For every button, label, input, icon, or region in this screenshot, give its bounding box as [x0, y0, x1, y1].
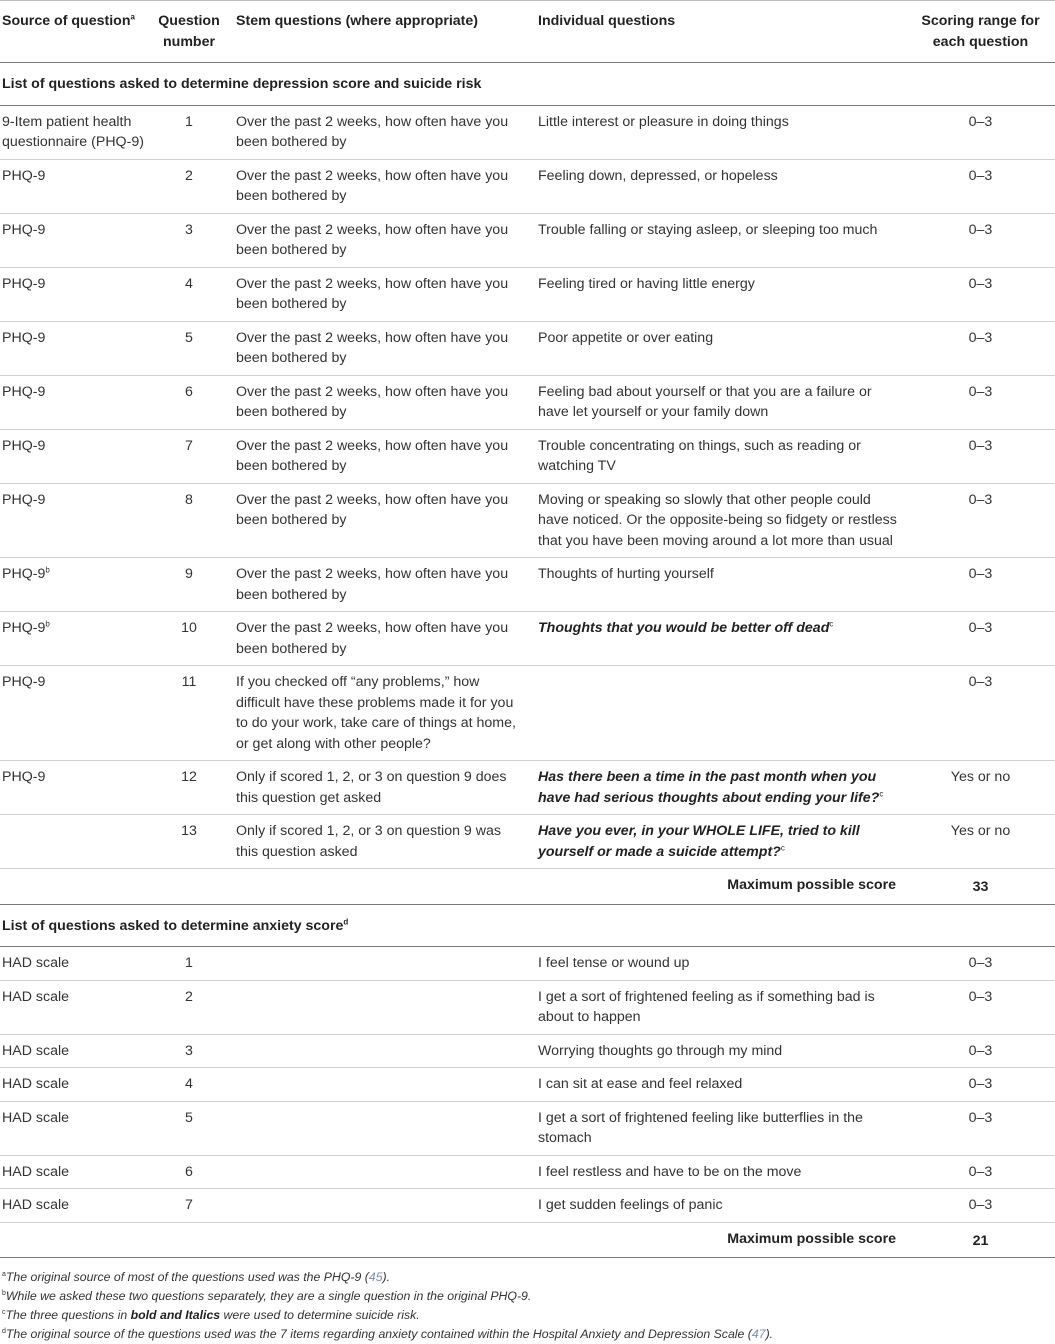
cell-stem: Over the past 2 weeks, how often have you been bothered by — [228, 483, 530, 558]
cell-number: 2 — [154, 159, 228, 213]
header-stem: Stem questions (where appropriate) — [228, 1, 530, 63]
cell-stem: Over the past 2 weeks, how often have you been bothered by — [228, 321, 530, 375]
cell-source — [0, 483, 154, 558]
table-row — [0, 1189, 1055, 1223]
cell-number: 4 — [154, 1068, 228, 1102]
cell-number: 9 — [154, 558, 228, 612]
section-depression — [0, 63, 1055, 106]
section-anxiety-title-cell — [0, 904, 1055, 947]
cell-question — [530, 483, 910, 558]
section-anxiety-footnote-mark: d — [343, 916, 349, 926]
section-depression-title: List of questions asked to determine depression score and suicide risk — [0, 63, 1055, 106]
footnote-text: were used to determine suicide risk. — [220, 1308, 420, 1322]
cell-stem: Only if scored 1, 2, or 3 on question 9 does this question get asked — [228, 761, 530, 815]
cell-number: 8 — [154, 483, 228, 558]
cell-source — [0, 267, 154, 321]
cell-question — [530, 429, 910, 483]
cell-number: 5 — [154, 321, 228, 375]
cell-question — [530, 267, 910, 321]
cell-scoring: 0–3 — [910, 1068, 1055, 1102]
source-text: PHQ-9 — [2, 329, 46, 346]
table-body — [0, 63, 1055, 1258]
cell-number: 6 — [154, 1155, 228, 1189]
cell-stem: If you checked off “any problems,” how difficult have these problems made it for you to do your work, take care of things at home, or get along with other people? — [228, 666, 530, 761]
cell-stem — [228, 947, 530, 981]
cell-stem — [228, 1101, 530, 1155]
table-row — [0, 483, 1055, 558]
cell-stem — [228, 1155, 530, 1189]
cell-source: HAD scale — [0, 1189, 154, 1223]
cell-source — [0, 666, 154, 761]
suicide-risk-question-text: Have you ever, in your WHOLE LIFE, tried to kill yourself or made a suicide attempt? — [538, 823, 860, 860]
cell-question — [530, 213, 910, 267]
cell-number: 5 — [154, 1101, 228, 1155]
anxiety-total-row — [0, 1222, 1055, 1258]
depression-total-value: 33 — [910, 869, 1055, 905]
cell-number: 7 — [154, 429, 228, 483]
source-text: PHQ-9 — [2, 674, 46, 690]
cell-source: HAD scale — [0, 1068, 154, 1102]
footnote-b — [0, 1287, 1055, 1306]
cell-source — [0, 321, 154, 375]
footnote-text: The three questions in — [5, 1308, 131, 1322]
cell-scoring: 0–3 — [910, 1034, 1055, 1068]
cell-scoring: 0–3 — [910, 666, 1055, 761]
cell-question — [530, 612, 910, 666]
cell-number: 3 — [154, 213, 228, 267]
cell-question — [530, 375, 910, 429]
cell-number: 1 — [154, 105, 228, 159]
table-row — [0, 213, 1055, 267]
footnote-text: While we asked these two questions separately, they are a single question in the original PHQ-9. — [5, 1289, 532, 1303]
header-individual: Individual questions — [530, 1, 910, 63]
cell-question: Worrying thoughts go through my mind — [530, 1034, 910, 1068]
cell-question — [530, 321, 910, 375]
source-footnote-mark: b — [45, 619, 50, 629]
cell-stem — [228, 980, 530, 1034]
cell-question: I feel restless and have to be on the move — [530, 1155, 910, 1189]
table-row — [0, 980, 1055, 1034]
cell-stem: Over the past 2 weeks, how often have you been bothered by — [228, 105, 530, 159]
table-row — [0, 558, 1055, 612]
cell-stem: Over the past 2 weeks, how often have you been bothered by — [228, 213, 530, 267]
question-text: Little interest or pleasure in doing things — [538, 113, 789, 130]
cell-scoring: 0–3 — [910, 612, 1055, 666]
cell-stem: Only if scored 1, 2, or 3 on question 9 was this question asked — [228, 815, 530, 869]
source-text: 9-Item patient health questionnaire (PHQ-9) — [2, 113, 144, 150]
cell-number: 3 — [154, 1034, 228, 1068]
cell-stem: Over the past 2 weeks, how often have you been bothered by — [228, 159, 530, 213]
footnote-text: ). — [765, 1327, 774, 1341]
cell-source — [0, 815, 154, 869]
cell-scoring: 0–3 — [910, 558, 1055, 612]
cell-stem: Over the past 2 weeks, how often have you been bothered by — [228, 429, 530, 483]
cell-scoring: 0–3 — [910, 1155, 1055, 1189]
cell-scoring: 0–3 — [910, 1101, 1055, 1155]
cell-question — [530, 761, 910, 815]
cell-source: HAD scale — [0, 980, 154, 1034]
reference-number: 45 — [368, 1270, 383, 1284]
question-text: Feeling down, depressed, or hopeless — [538, 167, 778, 184]
cell-stem — [228, 1068, 530, 1102]
anxiety-total-value: 21 — [910, 1222, 1055, 1258]
cell-source — [0, 558, 154, 612]
question-text: Moving or speaking so slowly that other people could have noticed. Or the opposite-being so fidgety or restless that you have been moving around a lot more than usual — [538, 491, 897, 549]
source-text: PHQ-9 — [2, 275, 46, 292]
cell-scoring: 0–3 — [910, 159, 1055, 213]
table-row — [0, 429, 1055, 483]
table-row — [0, 666, 1055, 761]
cell-question — [530, 105, 910, 159]
question-text: Feeling tired or having little energy — [538, 275, 755, 292]
source-text: PHQ-9 — [2, 620, 46, 636]
footnote-mark: a — [2, 1270, 6, 1278]
cell-question: I feel tense or wound up — [530, 947, 910, 981]
cell-question: I get sudden feelings of panic — [530, 1189, 910, 1223]
footnote-text: bold and Italics — [130, 1308, 221, 1322]
footnote-mark: d — [2, 1327, 6, 1335]
section-anxiety-title: List of questions asked to determine anxiety score — [2, 917, 344, 934]
cell-number: 1 — [154, 947, 228, 981]
source-footnote-mark: b — [45, 565, 50, 575]
table-row — [0, 267, 1055, 321]
cell-scoring: 0–3 — [910, 1189, 1055, 1223]
cell-stem: Over the past 2 weeks, how often have you been bothered by — [228, 558, 530, 612]
cell-scoring: 0–3 — [910, 213, 1055, 267]
source-text: PHQ-9 — [2, 566, 46, 582]
question-text: Thoughts of hurting yourself — [538, 566, 714, 582]
cell-number: 10 — [154, 612, 228, 666]
cell-source — [0, 612, 154, 666]
cell-stem — [228, 1034, 530, 1068]
cell-question — [530, 666, 910, 761]
footnote-mark: c — [2, 1308, 6, 1316]
footnote-mark: b — [2, 1289, 6, 1297]
cell-number: 4 — [154, 267, 228, 321]
table-row — [0, 375, 1055, 429]
cell-source — [0, 761, 154, 815]
footnote-d — [0, 1325, 1055, 1344]
cell-number: 11 — [154, 666, 228, 761]
table-header — [0, 1, 1055, 63]
cell-scoring: 0–3 — [910, 375, 1055, 429]
footnote-a — [0, 1268, 1055, 1287]
depression-total-row — [0, 869, 1055, 905]
footnote-text: The original source of most of the questions used was the PHQ-9 ( — [5, 1270, 369, 1284]
question-text: Feeling bad about yourself or that you are a failure or have let yourself or your family down — [538, 383, 872, 420]
cell-source — [0, 375, 154, 429]
cell-stem: Over the past 2 weeks, how often have you been bothered by — [228, 375, 530, 429]
cell-source — [0, 159, 154, 213]
cell-question: I get a sort of frightened feeling as if something bad is about to happen — [530, 980, 910, 1034]
header-source-footnote-mark: a — [130, 12, 135, 22]
cell-number: 6 — [154, 375, 228, 429]
question-text: Poor appetite or over eating — [538, 329, 714, 346]
cell-number: 7 — [154, 1189, 228, 1223]
cell-number: 2 — [154, 980, 228, 1034]
cell-scoring: 0–3 — [910, 947, 1055, 981]
footnote-text: The original source of the questions used was the 7 items regarding anxiety contained within the Hospital Anxiety and Depression Scale ( — [5, 1327, 752, 1341]
table-row — [0, 1034, 1055, 1068]
source-text: PHQ-9 — [2, 769, 46, 785]
question-text: Trouble concentrating on things, such as reading or watching TV — [538, 437, 861, 474]
cell-scoring: 0–3 — [910, 980, 1055, 1034]
cell-source — [0, 105, 154, 159]
table-row — [0, 612, 1055, 666]
table-row — [0, 1101, 1055, 1155]
question-footnote-mark: c — [829, 619, 834, 629]
footnote-c — [0, 1306, 1055, 1325]
cell-stem: Over the past 2 weeks, how often have you been bothered by — [228, 612, 530, 666]
cell-source: HAD scale — [0, 1155, 154, 1189]
cell-scoring: 0–3 — [910, 105, 1055, 159]
anxiety-total-label: Maximum possible score — [0, 1222, 910, 1258]
table-row — [0, 1068, 1055, 1102]
cell-number: 12 — [154, 761, 228, 815]
cell-source: HAD scale — [0, 1101, 154, 1155]
cell-stem: Over the past 2 weeks, how often have you been bothered by — [228, 267, 530, 321]
reference-number: 47 — [751, 1327, 766, 1341]
question-footnote-mark: c — [879, 788, 884, 798]
table-row — [0, 105, 1055, 159]
cell-source: HAD scale — [0, 1034, 154, 1068]
cell-source — [0, 213, 154, 267]
table-row — [0, 947, 1055, 981]
cell-question — [530, 558, 910, 612]
source-text: PHQ-9 — [2, 383, 46, 400]
cell-scoring: Yes or no — [910, 761, 1055, 815]
table-row — [0, 761, 1055, 815]
cell-scoring: 0–3 — [910, 429, 1055, 483]
footnote-text: ). — [382, 1270, 391, 1284]
table-row — [0, 321, 1055, 375]
header-scoring: Scoring range for each question — [910, 1, 1055, 63]
cell-question: I can sit at ease and feel relaxed — [530, 1068, 910, 1102]
suicide-risk-question-text: Thoughts that you would be better off dead — [538, 620, 830, 636]
cell-stem — [228, 1189, 530, 1223]
table-row — [0, 815, 1055, 869]
header-number: Question number — [154, 1, 228, 63]
cell-question — [530, 815, 910, 869]
source-text: PHQ-9 — [2, 491, 46, 508]
cell-scoring: 0–3 — [910, 267, 1055, 321]
table-row — [0, 1155, 1055, 1189]
cell-source: HAD scale — [0, 947, 154, 981]
source-text: PHQ-9 — [2, 221, 46, 238]
cell-question — [530, 159, 910, 213]
suicide-risk-question-text: Has there been a time in the past month when you have had serious thoughts about ending your life? — [538, 769, 880, 806]
header-source: Source of question$^a$ — [0, 1, 154, 63]
depression-total-label: Maximum possible score — [0, 869, 910, 905]
cell-scoring: 0–3 — [910, 483, 1055, 558]
question-footnote-mark: c — [780, 842, 785, 852]
cell-source — [0, 429, 154, 483]
cell-scoring: 0–3 — [910, 321, 1055, 375]
cell-question: I get a sort of frightened feeling like butterflies in the stomach — [530, 1101, 910, 1155]
footnotes — [0, 1268, 1055, 1344]
section-anxiety — [0, 904, 1055, 947]
cell-scoring: Yes or no — [910, 815, 1055, 869]
question-text: Trouble falling or staying asleep, or sleeping too much — [538, 221, 878, 238]
cell-number: 13 — [154, 815, 228, 869]
source-text: PHQ-9 — [2, 167, 46, 184]
source-text: PHQ-9 — [2, 437, 46, 454]
table-row — [0, 159, 1055, 213]
